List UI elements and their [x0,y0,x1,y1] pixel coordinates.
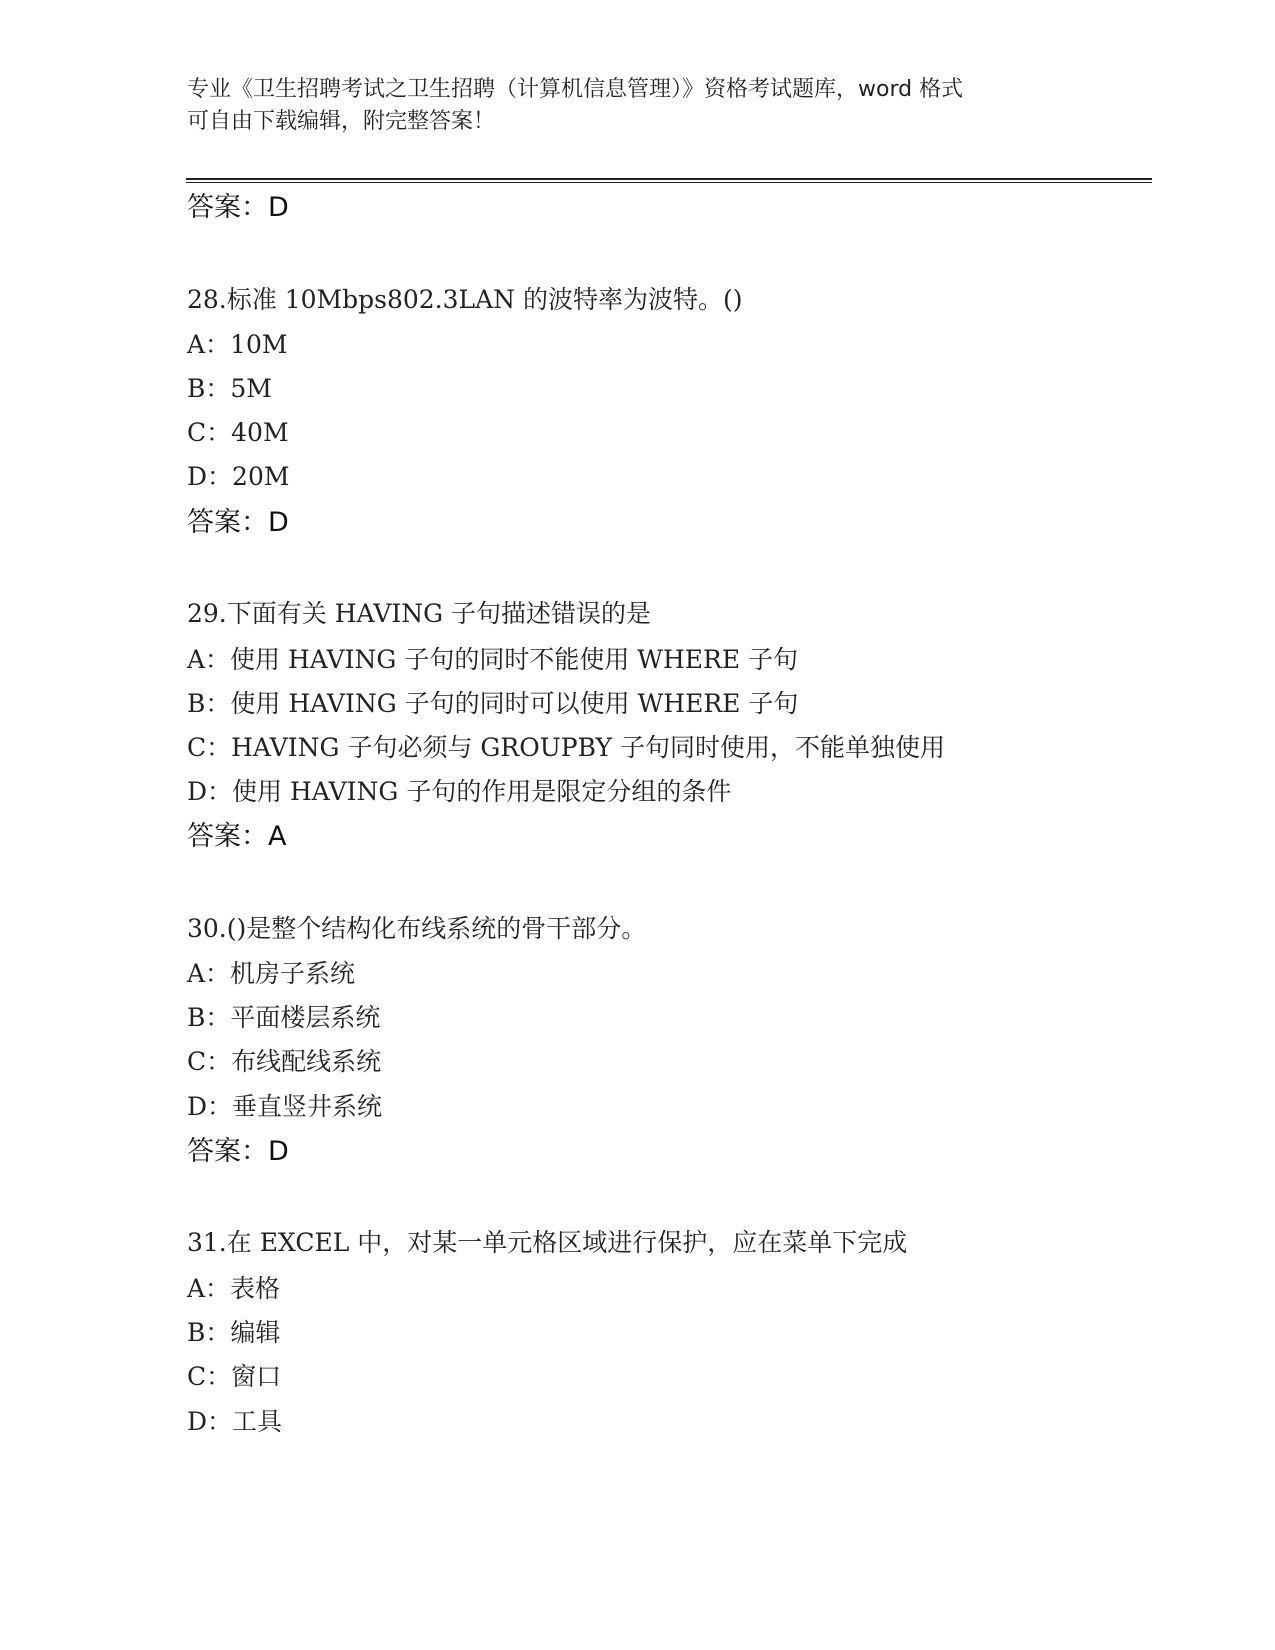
question-31-option-b: B：编辑 [187,1318,281,1347]
question-28-option-a: A：10M [187,330,288,359]
question-28-option-b: B：5M [187,374,272,403]
header-line-2: 可自由下载编辑，附完整答案！ [187,109,496,134]
question-29-option-b: B：使用 HAVING 子句的同时可以使用 WHERE 子句 [187,689,799,718]
question-29-option-a: A：使用 HAVING 子句的同时不能使用 WHERE 子句 [187,645,799,674]
question-29-option-c: C：HAVING 子句必须与 GROUPBY 子句同时使用，不能单独使用 [187,733,945,762]
question-28-text: 28.标准 10Mbps802.3LAN 的波特率为波特。() [187,285,743,314]
question-31-text: 31.在 EXCEL 中，对某一单元格区域进行保护，应在菜单下完成 [187,1228,908,1257]
question-30-answer: 答案：D [187,1136,289,1167]
question-31-option-c: C：窗口 [187,1362,282,1391]
question-30-text: 30.()是整个结构化布线系统的骨干部分。 [187,914,647,943]
question-28-option-c: C：40M [187,418,289,447]
header-rule-thick [186,178,1152,180]
question-31-option-a: A：表格 [187,1274,281,1303]
question-28-answer: 答案：D [187,507,289,538]
question-29-option-d: D：使用 HAVING 子句的作用是限定分组的条件 [187,777,732,806]
question-30-option-c: C：布线配线系统 [187,1047,382,1076]
question-31-option-d: D：工具 [187,1407,283,1436]
question-30-option-d: D：垂直竖井系统 [187,1092,383,1121]
header-line-1: 专业《卫生招聘考试之卫生招聘（计算机信息管理）》资格考试题库，word 格式 [187,77,964,102]
document-header [187,74,1067,138]
previous-answer: 答案：D [187,192,289,223]
question-30-option-a: A：机房子系统 [187,959,356,988]
question-29-text: 29.下面有关 HAVING 子句描述错误的是 [187,599,652,628]
header-rule-thin [186,182,1152,183]
question-30-option-b: B：平面楼层系统 [187,1003,381,1032]
question-29-answer: 答案：A [187,821,287,852]
question-28-option-d: D：20M [187,462,290,491]
